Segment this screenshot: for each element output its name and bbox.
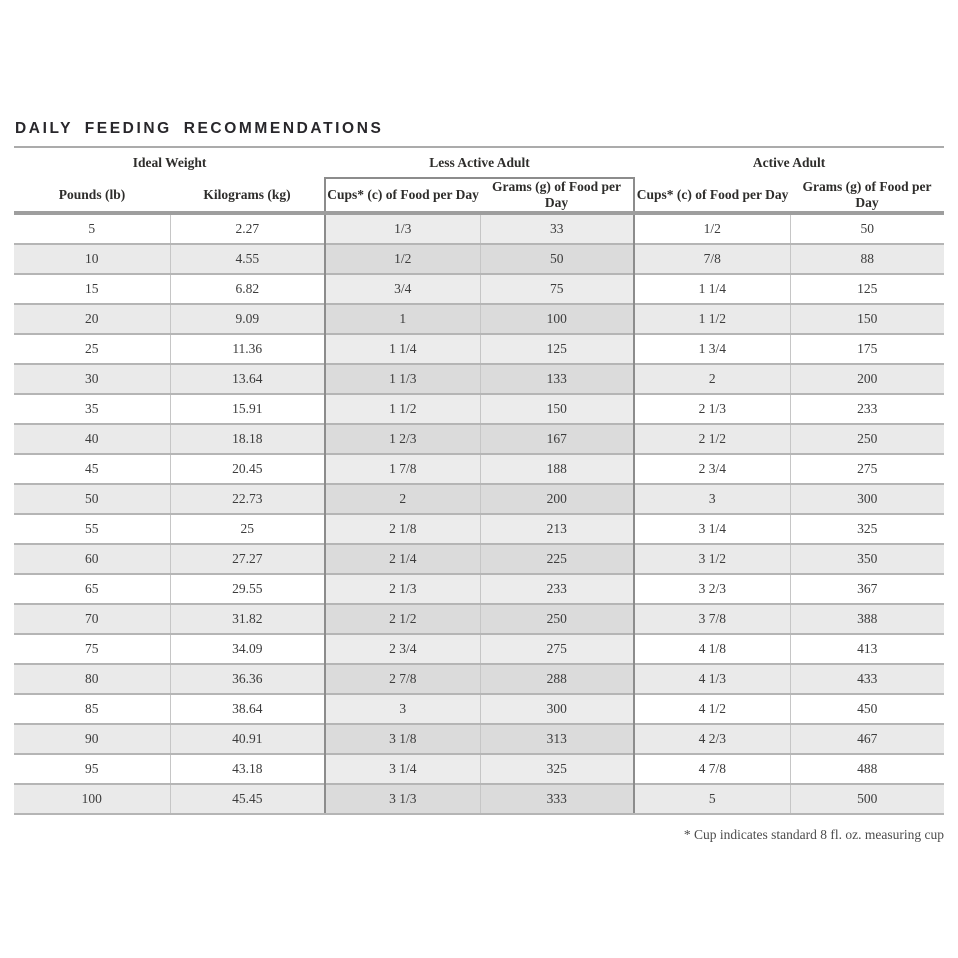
table-cell: 175 [790, 334, 944, 364]
table-cell: 1 1/2 [325, 394, 480, 424]
table-cell: 2 3/4 [634, 454, 790, 484]
column-header-row [14, 178, 944, 213]
table-cell: 5 [634, 784, 790, 814]
table-cell: 75 [480, 274, 634, 304]
table-cell: 3 1/4 [325, 754, 480, 784]
table-row [14, 694, 944, 724]
table-cell: 7/8 [634, 244, 790, 274]
table-cell: 45 [14, 454, 170, 484]
table-cell: 300 [790, 484, 944, 514]
table-cell: 33 [480, 213, 634, 244]
table-cell: 3 [634, 484, 790, 514]
column-header-active-cups: Cups* (c) of Food per Day [634, 178, 790, 213]
table-cell: 88 [790, 244, 944, 274]
table-cell: 85 [14, 694, 170, 724]
table-cell: 4 1/8 [634, 634, 790, 664]
table-cell: 60 [14, 544, 170, 574]
table-cell: 22.73 [170, 484, 325, 514]
table-cell: 36.36 [170, 664, 325, 694]
table-cell: 15.91 [170, 394, 325, 424]
table-cell: 20 [14, 304, 170, 334]
table-row [14, 274, 944, 304]
table-cell: 325 [480, 754, 634, 784]
column-header-kilograms: Kilograms (kg) [170, 178, 325, 213]
group-header-ideal-weight: Ideal Weight [132, 155, 207, 170]
table-cell: 5 [14, 213, 170, 244]
table-cell: 233 [790, 394, 944, 424]
table-cell: 4 2/3 [634, 724, 790, 754]
table-cell: 50 [860, 221, 875, 236]
table-cell: 13.64 [170, 364, 325, 394]
table-cell: 167 [480, 424, 634, 454]
table-row [14, 514, 944, 544]
table-cell: 30 [14, 364, 170, 394]
table-cell: 11.36 [170, 334, 325, 364]
table-cell: 20.45 [170, 454, 325, 484]
group-header-active-adult: Active Adult [752, 155, 826, 170]
table-cell: 34.09 [170, 634, 325, 664]
table-cell: 3 7/8 [634, 604, 790, 634]
table-cell: 43.18 [170, 754, 325, 784]
table-cell: 1 2/3 [325, 424, 480, 454]
table-cell: 413 [790, 634, 944, 664]
table-cell: 3 1/3 [325, 784, 480, 814]
table-cell: 6.82 [170, 274, 325, 304]
table-cell: 2 1/2 [325, 604, 480, 634]
table-cell: 150 [480, 394, 634, 424]
table-cell: 25 [170, 514, 325, 544]
table-cell: 275 [790, 454, 944, 484]
table-row [14, 574, 944, 604]
table-cell: 125 [480, 334, 634, 364]
table-cell: 10 [14, 244, 170, 274]
table-cell: 1 7/8 [325, 454, 480, 484]
column-header-less-active-grams: Grams (g) of Food per Day [480, 178, 634, 213]
table-cell: 4 7/8 [634, 754, 790, 784]
table-cell: 2 1/3 [325, 574, 480, 604]
table-row [14, 394, 944, 424]
table-cell: 433 [790, 664, 944, 694]
table-cell: 213 [480, 514, 634, 544]
table-cell: 1 1/2 [634, 304, 790, 334]
table-cell: 188 [480, 454, 634, 484]
table-cell: 2 1/4 [325, 544, 480, 574]
table-cell: 40 [14, 424, 170, 454]
table-cell: 2 1/8 [325, 514, 480, 544]
table-cell: 450 [790, 694, 944, 724]
table-cell: 1 3/4 [634, 334, 790, 364]
table-row [14, 634, 944, 664]
table-cell: 133 [480, 364, 634, 394]
table-cell: 333 [480, 784, 634, 814]
table-cell: 325 [790, 514, 944, 544]
table-cell: 300 [480, 694, 634, 724]
table-cell: 200 [480, 484, 634, 514]
table-cell: 95 [14, 754, 170, 784]
table-cell: 4.55 [170, 244, 325, 274]
table-row [14, 544, 944, 574]
table-cell: 1 [325, 304, 480, 334]
table-cell: 2 1/3 [634, 394, 790, 424]
table-cell: 4 1/2 [634, 694, 790, 724]
table-cell: 70 [14, 604, 170, 634]
column-header-less-active-cups: Cups* (c) of Food per Day [325, 178, 480, 213]
table-cell: 367 [790, 574, 944, 604]
table-cell: 3 1/4 [634, 514, 790, 544]
column-header-pounds: Pounds (lb) [14, 178, 170, 213]
table-cell: 288 [480, 664, 634, 694]
table-cell: 50 [14, 484, 170, 514]
table-cell: 35 [14, 394, 170, 424]
table-cell: 15 [14, 274, 170, 304]
table-row [14, 364, 944, 394]
table-cell: 488 [790, 754, 944, 784]
table-cell: 233 [480, 574, 634, 604]
table-cell: 80 [14, 664, 170, 694]
table-cell: 2 7/8 [325, 664, 480, 694]
table-row [14, 454, 944, 484]
feeding-recommendations-section [14, 120, 944, 843]
table-row [14, 784, 944, 814]
table-cell: 1 1/3 [325, 364, 480, 394]
table-row [14, 424, 944, 454]
table-row [14, 213, 944, 244]
table-cell: 9.09 [170, 304, 325, 334]
table-cell: 1/3 [325, 213, 480, 244]
table-cell: 2.27 [235, 221, 260, 236]
table-cell: 29.55 [170, 574, 325, 604]
table-cell: 313 [480, 724, 634, 754]
group-header-row [14, 147, 944, 178]
table-cell: 467 [790, 724, 944, 754]
table-cell: 55 [14, 514, 170, 544]
table-cell: 31.82 [170, 604, 325, 634]
table-cell: 150 [790, 304, 944, 334]
table-cell: 100 [480, 304, 634, 334]
column-header-active-grams: Grams (g) of Food per Day [790, 178, 944, 213]
table-cell: 45.45 [170, 784, 325, 814]
table-cell: 40.91 [170, 724, 325, 754]
page-title: DAILY FEEDING RECOMMENDATIONS [15, 120, 384, 137]
table-cell: 1/2 [325, 244, 480, 274]
table-cell: 65 [14, 574, 170, 604]
table-row [14, 244, 944, 274]
table-cell: 275 [480, 634, 634, 664]
table-cell: 3 [325, 694, 480, 724]
table-cell: 500 [790, 784, 944, 814]
table-cell: 388 [790, 604, 944, 634]
table-cell: 250 [480, 604, 634, 634]
feeding-table [14, 146, 944, 815]
cup-footnote: * Cup indicates standard 8 fl. oz. measuring cup [683, 827, 944, 842]
table-cell: 3/4 [325, 274, 480, 304]
table-cell: 100 [14, 784, 170, 814]
table-row [14, 304, 944, 334]
table-cell: 125 [790, 274, 944, 304]
table-cell: 38.64 [170, 694, 325, 724]
table-cell: 27.27 [170, 544, 325, 574]
table-cell: 2 3/4 [325, 634, 480, 664]
table-row [14, 484, 944, 514]
table-row [14, 754, 944, 784]
table-row [14, 604, 944, 634]
table-cell: 2 1/2 [634, 424, 790, 454]
table-cell: 1 1/4 [325, 334, 480, 364]
table-header [14, 147, 944, 213]
table-cell: 250 [790, 424, 944, 454]
table-cell: 90 [14, 724, 170, 754]
table-cell: 1 1/4 [634, 274, 790, 304]
table-cell: 25 [14, 334, 170, 364]
table-cell: 225 [480, 544, 634, 574]
table-row [14, 664, 944, 694]
table-row [14, 724, 944, 754]
table-cell: 2 [634, 364, 790, 394]
table-cell: 3 2/3 [634, 574, 790, 604]
table-cell: 50 [480, 244, 634, 274]
table-cell: 18.18 [170, 424, 325, 454]
table-cell: 1/2 [634, 213, 790, 244]
table-body [14, 213, 944, 814]
table-row [14, 334, 944, 364]
table-cell: 3 1/2 [634, 544, 790, 574]
table-cell: 75 [14, 634, 170, 664]
table-cell: 200 [790, 364, 944, 394]
group-header-less-active-adult: Less Active Adult [429, 154, 530, 170]
table-cell: 350 [790, 544, 944, 574]
table-cell: 3 1/8 [325, 724, 480, 754]
table-cell: 2 [325, 484, 480, 514]
table-cell: 4 1/3 [634, 664, 790, 694]
